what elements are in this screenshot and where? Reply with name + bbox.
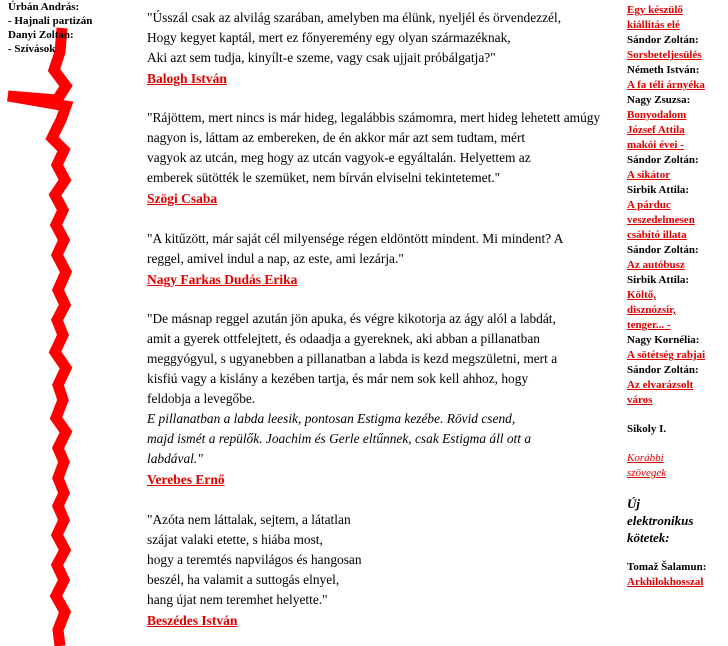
quote-3	[147, 229, 563, 290]
sidebar-link[interactable]: disznózsír,	[627, 304, 676, 316]
sidebar-link[interactable]: tenger... -	[627, 319, 671, 331]
sidebar-author-name: Nagy Zsuzsa:	[627, 94, 691, 106]
sidebar-link[interactable]: A párduc	[627, 199, 671, 211]
sidebar-link[interactable]: Az elvarázsolt	[627, 379, 694, 391]
sidebar-author-name: Sándor Zoltán:	[627, 244, 699, 256]
sikoly-heading: Sikoly I.	[627, 423, 667, 435]
quote-line: "De másnap reggel azután jön apuka, és végre kikotorja az ágy alól a labdát,	[147, 311, 556, 326]
author-link-beszedes-istvan[interactable]: Beszédes István	[147, 613, 238, 628]
sidebar-author-name: Németh István:	[627, 64, 700, 76]
sidebar-link[interactable]: veszedelmesen	[627, 214, 695, 226]
author-link-nagy-farkas-dudas-erika[interactable]: Nagy Farkas Dudás Erika	[147, 272, 298, 287]
sidebar-link[interactable]: A sikátor	[627, 169, 671, 181]
quote-2	[147, 108, 600, 209]
sidebar-link[interactable]: Az autóbusz	[627, 259, 685, 271]
sidebar-link[interactable]: csábító illata	[627, 229, 687, 241]
quote-line: Aki azt sem tudja, kinyílt-e szeme, vagy csak ujjait próbálgatja?"	[147, 50, 496, 65]
quote-line: "Ússzál csak az alvilág szarában, amelyben ma élünk, nyeljél és örvendezzél,	[147, 10, 562, 25]
sidebar-link[interactable]: Egy készülő	[627, 4, 683, 16]
sidebar-author-name: Sándor Zoltán:	[627, 34, 699, 46]
quote-line: beszél, ha valamit a suttogás elnyel,	[147, 572, 340, 587]
left-decoration-column	[0, 0, 140, 646]
quote-line: "Rájöttem, mert nincs is már hideg, legalábbis számomra, mert hideg lehetett amúgy	[147, 110, 601, 125]
quote-line: meggyógyul, s ugyanebben a pillanatban a labda is kezd megszületni, mert a	[147, 351, 558, 366]
quote-line: nagyon is, láttam az embereken, de én akkor már azt sem tudtam, mért	[147, 130, 526, 145]
author-link-szogi-csaba[interactable]: Szögi Csaba	[147, 191, 218, 206]
uj-kotetek-heading-3: kötetek:	[627, 530, 670, 545]
sidebar-link[interactable]: kiállítás elé	[627, 19, 680, 31]
sidebar-link[interactable]: A sötétség rabjai	[627, 349, 706, 361]
quote-line: Hogy kegyet kaptál, mert ez főnyeremény egy olyan származéknak,	[147, 30, 511, 45]
quote-line: kisfiú vagy a kislány a kezében tartja, és már nem sok kell ahhoz, hogy	[147, 371, 529, 386]
quote-line: hogy a teremtés napvilágos és hangosan	[147, 552, 362, 567]
left-note-1: Úrbán András:	[8, 1, 80, 13]
author-link-balogh-istvan[interactable]: Balogh István	[147, 71, 227, 86]
sidebar-link[interactable]: József Attila	[627, 124, 685, 136]
sidebar-link[interactable]: város	[627, 394, 653, 406]
quote-line-italic: E pillanatban a labda leesik, pontosan Estigma kezébe. Rövid csend,	[147, 411, 516, 426]
quote-line: hang újat nem teremhet helyette."	[147, 592, 328, 607]
right-sidebar	[627, 0, 728, 590]
quote-4	[147, 309, 557, 490]
sidebar-link[interactable]: A fa téli árnyéka	[627, 79, 705, 91]
sidebar-list	[627, 0, 728, 408]
quote-5	[147, 510, 362, 631]
quote-line-italic: labdával."	[147, 451, 203, 466]
sidebar-author-name: Nagy Kornélia:	[627, 334, 700, 346]
sidebar-link[interactable]: makói évei -	[627, 139, 684, 151]
quote-1	[147, 8, 561, 89]
korabbi-link-line2[interactable]: szövegek	[627, 467, 667, 479]
quote-line: "Azóta nem láttalak, sejtem, a látatlan	[147, 512, 351, 527]
quote-line-italic: majd ismét a repülők. Joachim és Gerle eltűnnek, csak Estigma áll ott a	[147, 431, 532, 446]
korabbi-link-line1[interactable]: Korábbi	[627, 452, 664, 464]
quote-line: feldobja a levegőbe.	[147, 391, 256, 406]
quote-line: emberek sütötték le szemüket, nem bírván elviselni tekintetemet."	[147, 170, 501, 185]
sidebar-author-name: Sirbik Attila:	[627, 274, 690, 286]
sidebar-author-name: Sándor Zoltán:	[627, 154, 699, 166]
left-note-3: Danyi Zoltán:	[8, 29, 74, 41]
sidebar-link[interactable]: Sorsbeteljesülés	[627, 49, 702, 61]
quote-line: szájat valaki etette, s hiába most,	[147, 532, 323, 547]
tomaz-salamun-name: Tomaž Šalamun:	[627, 561, 707, 573]
tomaz-salamun-link[interactable]: Arkhilokhosszal	[627, 576, 704, 588]
quote-line: reggel, amivel indul a nap, az este, ami lezárja."	[147, 251, 404, 266]
author-link-verebes-erno[interactable]: Verebes Ernő	[147, 472, 225, 487]
uj-kotetek-heading-1: Új	[627, 496, 640, 511]
uj-kotetek-heading-2: elektronikus	[627, 513, 694, 528]
sidebar-author-name: Sirbik Attila:	[627, 184, 690, 196]
sidebar-link[interactable]: Költő,	[627, 289, 657, 301]
quote-line: amit a gyerek ottfelejtett, és odaadja a gyereknek, aki abban a pillanatban	[147, 331, 540, 346]
red-zigzag-decoration	[0, 0, 140, 646]
sidebar-author-name: Sándor Zoltán:	[627, 364, 699, 376]
left-note-2: - Hajnali partizán	[8, 15, 93, 27]
left-note-4: - Szívások	[8, 43, 56, 55]
sidebar-link[interactable]: Bonyodalom	[627, 109, 687, 121]
quote-line: "A kitűzött, már saját cél milyensége régen eldöntött mindent. Mi mindent? A	[147, 231, 564, 246]
quote-line: vagyok az utcán, meg hogy az utcán vagyok-e egyáltalán. Helyettem az	[147, 150, 531, 165]
